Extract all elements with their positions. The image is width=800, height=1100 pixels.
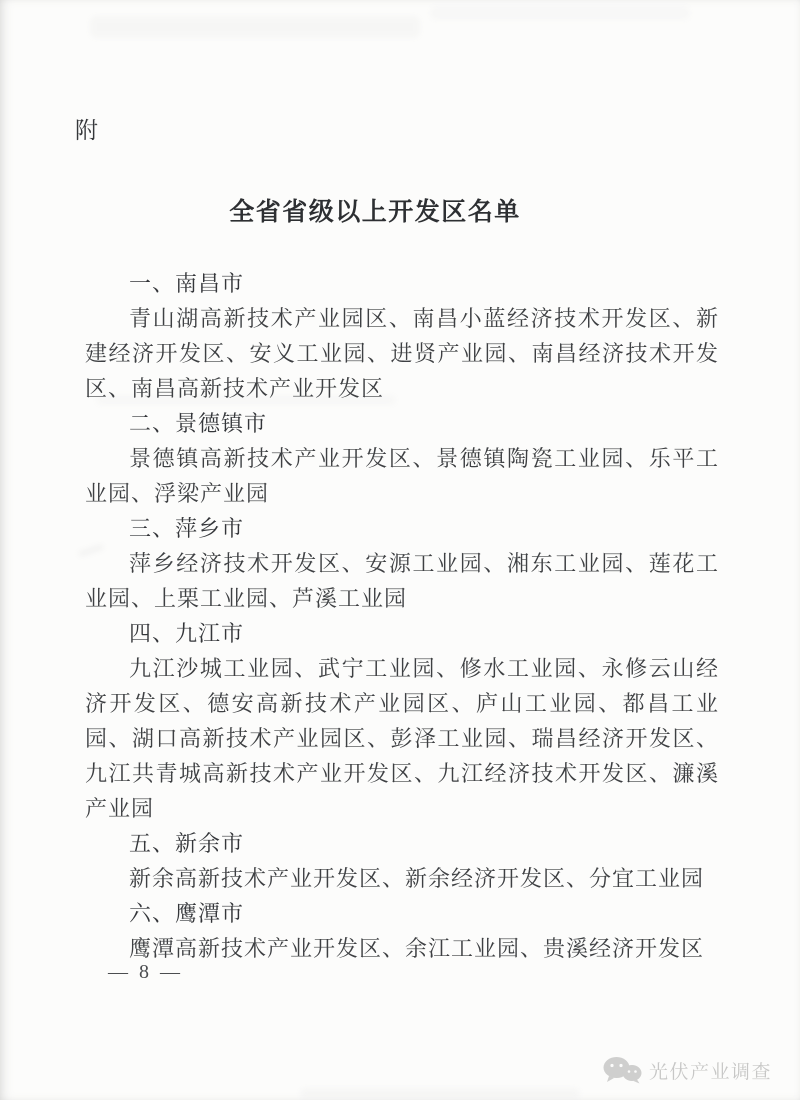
watermark [602, 1056, 772, 1084]
attachment-label: 附 [75, 118, 98, 143]
document-body [85, 266, 719, 966]
section-body: 鹰潭高新技术产业开发区、余江工业园、贵溪经济开发区 [129, 936, 705, 961]
watermark-text: 光伏产业调查 [648, 1061, 772, 1083]
section-body: 新余高新技术产业开发区、新余经济开发区、分宜工业园 [129, 866, 705, 891]
scan-artifact [300, 1088, 580, 1098]
scan-artifact [90, 16, 420, 38]
section-yingtan [85, 896, 719, 966]
section-heading: 一、南昌市 [129, 271, 245, 296]
section-body: 景德镇高新技术产业开发区、景德镇陶瓷工业园、乐平工业园、浮梁产业园 [85, 446, 719, 506]
section-heading: 三、萍乡市 [129, 516, 245, 541]
section-body: 九江沙城工业园、武宁工业园、修水工业园、永修云山经济开发区、德安高新技术产业园区、庐山工业园、都昌工业园、湖口高新技术产业园区、彭泽工业园、瑞昌经济开发区、九江共青城高新技术产业开发区、九江经济技术开发区、濂溪产业园 [85, 656, 719, 821]
section-pingxiang [85, 511, 719, 616]
section-xinyu [85, 826, 719, 896]
section-nanchang [85, 266, 719, 406]
page-title: 全省省级以上开发区名单 [229, 199, 521, 226]
section-heading: 五、新余市 [129, 831, 245, 856]
section-heading: 六、鹰潭市 [129, 901, 245, 926]
page-number: — 8 — [108, 961, 183, 983]
section-heading: 二、景德镇市 [129, 411, 268, 436]
section-body: 青山湖高新技术产业园区、南昌小蓝经济技术开发区、新建经济开发区、安义工业园、进贤产业园、南昌经济技术开发区、南昌高新技术产业开发区 [85, 306, 719, 401]
wechat-icon [602, 1056, 642, 1084]
section-jingdezhen [85, 406, 719, 511]
section-heading: 四、九江市 [129, 621, 245, 646]
scan-artifact [430, 6, 690, 20]
section-body: 萍乡经济技术开发区、安源工业园、湘东工业园、莲花工业园、上栗工业园、芦溪工业园 [85, 551, 719, 611]
section-jiujiang [85, 616, 719, 826]
